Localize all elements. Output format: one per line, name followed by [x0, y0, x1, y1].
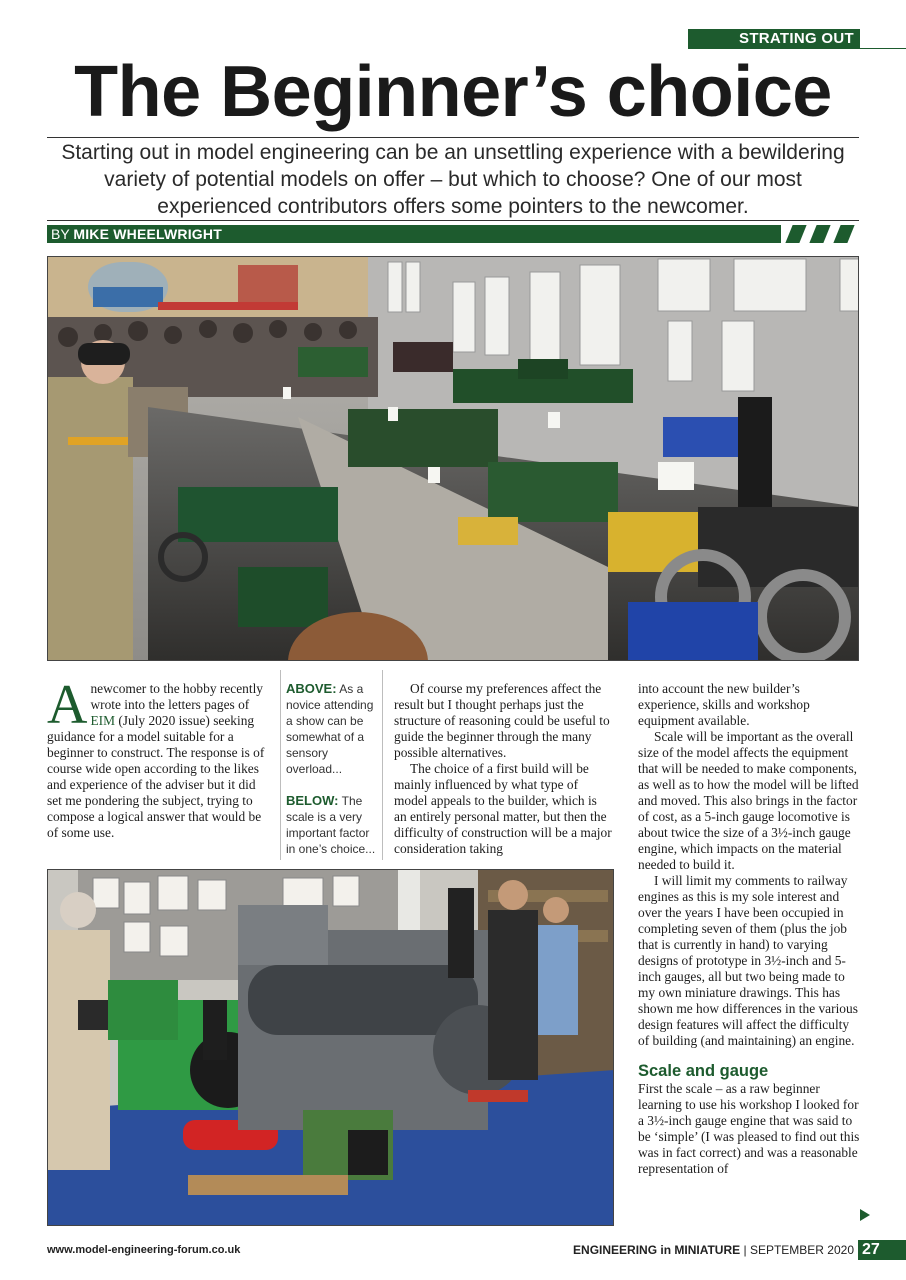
caption-above-label: ABOVE:: [286, 681, 337, 696]
page-number: 27: [858, 1240, 906, 1260]
body-paragraph: The choice of a first build will be mainly influenced by what type of model appeals to the builder, which is an entirely personal matter, but then the difficulty of construction will be a major consideration taking: [394, 761, 612, 856]
body-paragraph: [47, 674, 272, 841]
eim-reference: EIM: [90, 713, 115, 728]
body-paragraph: First the scale – as a raw beginner learning to use his workshop I looked for a 3½-inch gauge engine that was said to be ‘simple’ (I was pleased to find out this was in fact correct) and was a reasonable representation of: [638, 1081, 860, 1176]
section-rule: [688, 48, 906, 49]
byline: [47, 225, 781, 243]
body-paragraph: I will limit my comments to railway engines as this is my sole interest and over the years I have been occupied in completing seven of them (plus the job that is currently in hand) to varying designs of prototype in 3½-inch and 5-inch gauges, all but two being made to my own miniature drawings. This has shown me how differences in the various design features will affect the difficulty of building (and maintaining) an engine.: [638, 873, 858, 1048]
column-rule: [280, 670, 281, 860]
byline-prefix: BY: [51, 226, 70, 242]
caption-above: [286, 681, 376, 777]
body-text: newcomer to the hobby recently wrote into the letters pages of: [90, 681, 263, 712]
section-tag: STRATING OUT: [688, 29, 860, 48]
footer-issue: SEPTEMBER 2020: [749, 1243, 854, 1257]
continue-arrow-icon: [860, 1209, 870, 1221]
photo-locomotive-models: [47, 869, 614, 1226]
byline-stripe: [809, 225, 830, 243]
body-paragraph: into account the new builder’s experience, skills and workshop equipment available.: [638, 681, 810, 728]
byline-author: MIKE WHEELWRIGHT: [73, 226, 222, 242]
caption-column: [286, 681, 376, 873]
locomotive-photo-illustration: [48, 870, 614, 1226]
standfirst-rule-bottom: [47, 220, 859, 221]
footer-url: www.model-engineering-forum.co.uk: [47, 1244, 241, 1256]
body-paragraph: Scale will be important as the overall size of the model affects the equipment that will be needed to make components, as well as to how the model will be lifted and moved. This also brings in the factor of cost, as a 5-inch gauge locomotive is about twice the size of a 3½-inch gauge engine, which impacts on the material needed to build it.: [638, 729, 859, 872]
footer-publication: ENGINEERING in MINIATURE | SEPTEMBER 2020: [573, 1243, 854, 1257]
drop-cap: A: [47, 674, 88, 736]
footer-magazine: ENGINEERING in MINIATURE: [573, 1243, 741, 1257]
caption-below: [286, 793, 376, 857]
exhibition-photo-illustration: [48, 257, 859, 661]
body-column-3: [394, 681, 612, 857]
body-column-1: [47, 674, 272, 841]
caption-below-label: BELOW:: [286, 793, 339, 808]
standfirst: Starting out in model engineering can be an unsettling experience with a bewildering variety of potential models on offer – but which to choose? One of our most experienced contributors offers some pointers to the newcomer.: [61, 141, 845, 218]
byline-stripe: [833, 225, 854, 243]
caption-below-text: The scale is a very important factor in one’s choice...: [286, 794, 376, 856]
body-column-4: [638, 681, 860, 1177]
subheading: Scale and gauge: [638, 1062, 769, 1080]
caption-above-text: As a novice attending a show can be somewhat of a sensory overload...: [286, 682, 374, 776]
body-paragraph: Of course my preferences affect the result but I thought perhaps just the structure of reasoning could be useful to guide the beginner through the many possible alternatives.: [394, 681, 610, 760]
byline-stripe: [785, 225, 806, 243]
standfirst-rule-top: [47, 137, 859, 138]
column-rule: [382, 670, 383, 860]
body-text: (July 2020 issue) seeking guidance for a model suitable for a beginner to construct. The response is of course wide open according to the likes and experience of the adviser but it did set me pondering the subject, trying to compose a logical answer that would be of some use.: [47, 713, 265, 840]
photo-exhibition-hall: [47, 256, 859, 661]
headline: The Beginner’s choice: [74, 52, 832, 132]
